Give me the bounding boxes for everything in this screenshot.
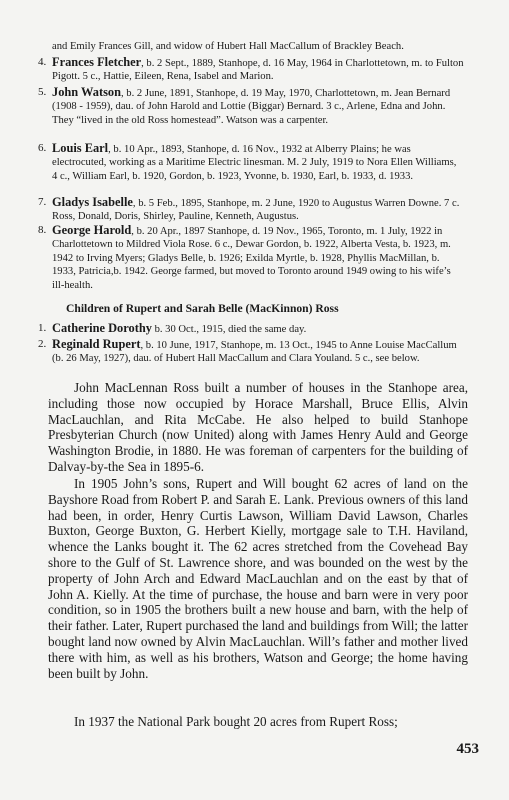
person-name: Catherine Dorothy [52,321,152,335]
item-text: , b. 5 Feb., 1895, Stanhope, m. 2 June, 1920 to Augustus Warren Downe. 7 c. Ross, Donald, Doris, Shirley, Pauline, Kenneth, Augustus. [52,198,460,223]
person-name: John Watson [52,85,121,99]
item-text: b. 30 Oct., 1915, died the same day. [151,324,307,335]
list-item [38,141,464,183]
item-number: 1. [38,322,47,334]
body-paragraph: In 1937 the National Park bought 20 acres from Rupert Ross; [74,714,398,729]
item-text: , b. 2 June, 1891, Stanhope, d. 19 May, 1970, Charlottetown, m. Jean Bernard (1908 - 1959), dau. of John Harold and Lottie (Biggar) Bernard. 3 c., Arlene, Edna and John. They “lived in the old Ross homestead”. Watson was a carpenter. [52,88,451,126]
person-name: Reginald Rupert [52,337,141,351]
item-number: 4. [38,56,47,68]
item-text: , b. 2 Sept., 1889, Stanhope, d. 16 May, 1964 in Charlottetown, m. to Fulton Pigott. 5 c., Hattie, Eileen, Rena, Isabel and Marion. [52,58,464,83]
list-item [38,85,464,127]
person-name: Louis Earl [52,141,109,155]
item-number: 8. [38,224,47,236]
person-name: George Harold [52,223,132,237]
list-item [38,223,464,292]
continuation-line [52,40,464,53]
item-text: , b. 10 Apr., 1893, Stanhope, d. 16 Nov., 1932 at Alberry Plains; he was electrocuted, working as a Maritime Electric linesman. M. 2 July, 1919 to Nora Ellen Williams, 4 c., William Earl, b. 1920, Gordon, b. 1923, Yvonne, b. 1930, Earl, b. 1933, d. 1933. [52,144,457,182]
list-item [38,55,464,84]
section-heading: Children of Rupert and Sarah Belle (MacKinnon) Ross [66,302,339,315]
item-text: , b. 10 June, 1917, Stanhope, m. 13 Oct., 1945 to Anne Louise MacCallum (b. 26 May, 1927), dau. of Hubert Hall MacCallum and Clara Youland. 5 c., see below. [52,340,457,365]
continuation-text: and Emily Frances Gill, and widow of Hubert Hall MacCallum of Brackley Beach. [52,41,404,52]
person-name: Gladys Isabelle [52,195,133,209]
person-name: Frances Fletcher [52,55,142,69]
list-item [38,321,464,336]
list-item [38,337,464,366]
item-number: 6. [38,142,47,154]
body-paragraph: John MacLennan Ross built a number of houses in the Stanhope area, including those now occupied by Horace Marshall, Bruce Ellis, Alvin MacLauchlan, and Rita McCabe. He also helped to build Stanhope Presbyterian Church (now United) along with James Henry Auld and George Washington Brodie, in 1880. He was foreman of carpenters for the building of Dalvay-by-the Sea in 1895-6. [48,380,468,474]
item-number: 7. [38,196,47,208]
item-number: 5. [38,86,47,98]
body-paragraph: In 1905 John’s sons, Rupert and Will bought 62 acres of land on the Bayshore Road from Robert P. and Sarah E. Lank. Previous owners of this land had been, in order, Henry Curtis Lawson, William David Lawson, Charles Buxton, George Buxton, G. Herbert Kielly, mortgage sale to T.H. Haviland, whence the Lanks bought it. The 62 acres stretched from the Covehead Bay shore to the Gulf of St. Lawrence shore, and was bounded on the west by the property of John Arch and Edward MacLauchlan and on the east by that of John A. Kielly. At the time of purchase, the house and barn were in very poor condition, so in 1905 the brothers built a new house and barn, with the help of their father. Later, Rupert purchased the land and buildings from Will; the latter bought land now owned by Alvin MacLauchlan. Will’s father and mother lived there with him, as well as his brothers, Watson and George; the home having been built by John. [48,476,468,681]
page-number: 453 [456,741,479,757]
list-item [38,195,464,224]
item-number: 2. [38,338,47,350]
item-text: , b. 20 Apr., 1897 Stanhope, d. 19 Nov., 1965, Toronto, m. 1 July, 1922 in Charlottetown to Mildred Viola Rose. 6 c., Dewar Gordon, b. 1922, Alberta Vesta, b. 1923, m. 1942 to Irving Myers; Gladys Belle, b. 1926; Exilda Myrtle, b. 1928, Phyllis MacMillan, b. 1933, Patricia,b. 1942. George farmed, but moved to Toronto around 1949 owing to his wife’s ill-health. [52,226,451,291]
